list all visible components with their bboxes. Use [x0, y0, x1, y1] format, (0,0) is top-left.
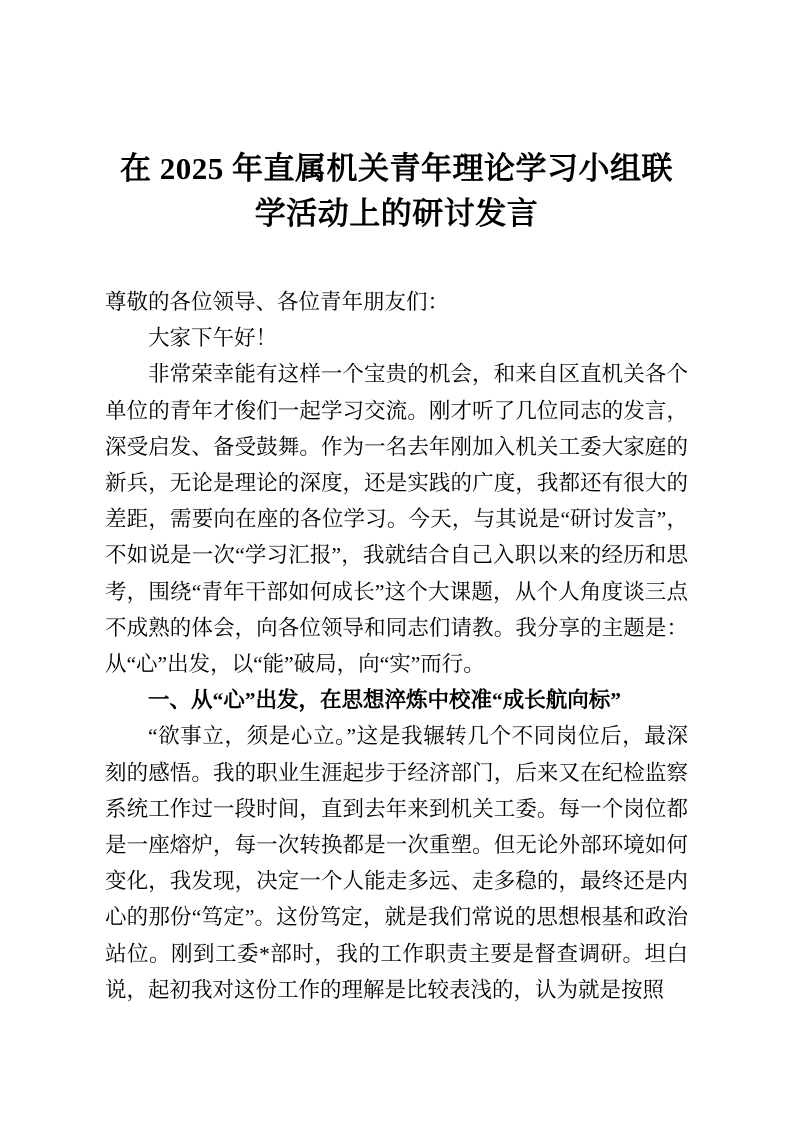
greeting-paragraph: 大家下午好！	[148, 326, 278, 351]
document-body	[105, 284, 688, 1008]
section-heading-1: 一、从“心”出发，在思想淬炼中校准“成长航向标”	[148, 688, 622, 713]
document-title	[0, 146, 793, 236]
title-line-1: 在 2025 年直属机关青年理论学习小组联	[120, 151, 673, 186]
title-line-2: 学活动上的研讨发言	[254, 196, 539, 231]
intro-paragraph: 非常荣幸能有这样一个宝贵的机会，和来自区直机关各个单位的青年才俊们一起学习交流。刚才听了几位同志的发言，深受启发、备受鼓舞。作为一名去年刚加入机关工委大家庭的新兵，无论是理论的深度，还是实践的广度，我都还有很大的差距，需要向在座的各位学习。今天，与其说是“研讨发言”，不如说是一次“学习汇报”，我就结合自己入职以来的经历和思考，围绕“青年干部如何成长”这个大课题，从个人角度谈三点不成熟的体会，向各位领导和同志们请教。我分享的主题是：从“心”出发，以“能”破局，向“实”而行。	[105, 362, 688, 677]
section-1-paragraph: “欲事立，须是心立。”这是我辗转几个不同岗位后，最深刻的感悟。我的职业生涯起步于经济部门，后来又在纪检监察系统工作过一段时间，直到去年来到机关工委。每一个岗位都是一座熔炉，每一次转换都是一次重塑。但无论外部环境如何变化，我发现，决定一个人能走多远、走多稳的，最终还是内心的那份“笃定”。这份笃定，就是我们常说的思想根基和政治站位。刚到工委*部时，我的工作职责主要是督查调研。坦白说，起初我对这份工作的理解是比较表浅的，认为就是按照	[105, 724, 688, 1002]
salutation-paragraph: 尊敬的各位领导、各位青年朋友们：	[105, 290, 450, 314]
